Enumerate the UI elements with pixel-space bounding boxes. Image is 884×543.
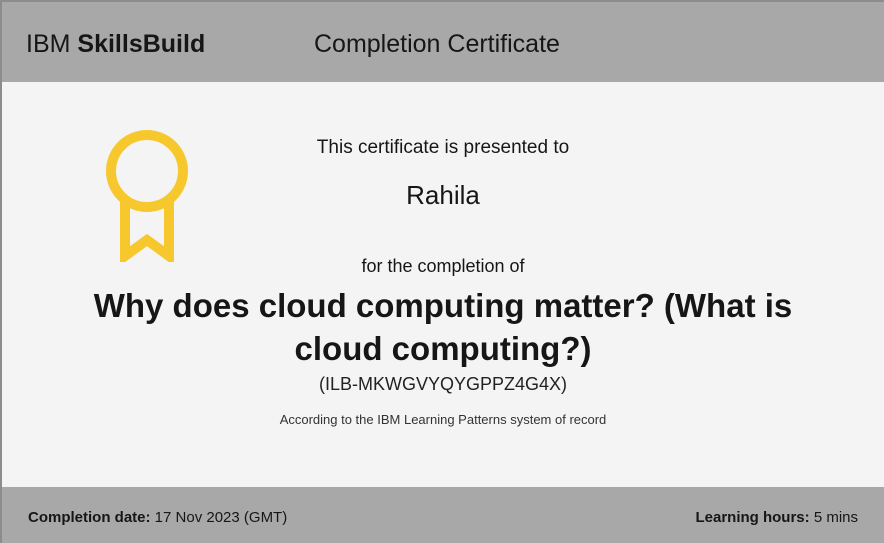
brand-prefix: IBM bbox=[26, 30, 71, 58]
learning-hours-label: Learning hours: bbox=[695, 509, 810, 526]
completion-date-label: Completion date: bbox=[28, 509, 151, 526]
completion-date-value: 17 Nov 2023 (GMT) bbox=[154, 509, 288, 526]
certificate-heading: Completion Certificate bbox=[314, 30, 560, 58]
certificate-footer bbox=[2, 487, 884, 543]
record-note: According to the IBM Learning Patterns system of record bbox=[279, 412, 607, 427]
completion-of-label: for the completion of bbox=[361, 256, 525, 276]
brand-name: SkillsBuild bbox=[77, 30, 206, 58]
learning-hours bbox=[695, 509, 858, 526]
presented-to-label: This certificate is presented to bbox=[316, 137, 570, 158]
brand-logo bbox=[26, 30, 205, 59]
course-title: Why does cloud computing matter? (What is cloud computing?) bbox=[93, 287, 793, 367]
course-code: (ILB-MKWGVYQYGPPZ4G4X) bbox=[318, 374, 568, 394]
certificate-header bbox=[2, 2, 884, 82]
completion-date bbox=[28, 509, 287, 526]
recipient-name: Rahila bbox=[406, 180, 480, 210]
learning-hours-value: 5 mins bbox=[813, 509, 858, 526]
